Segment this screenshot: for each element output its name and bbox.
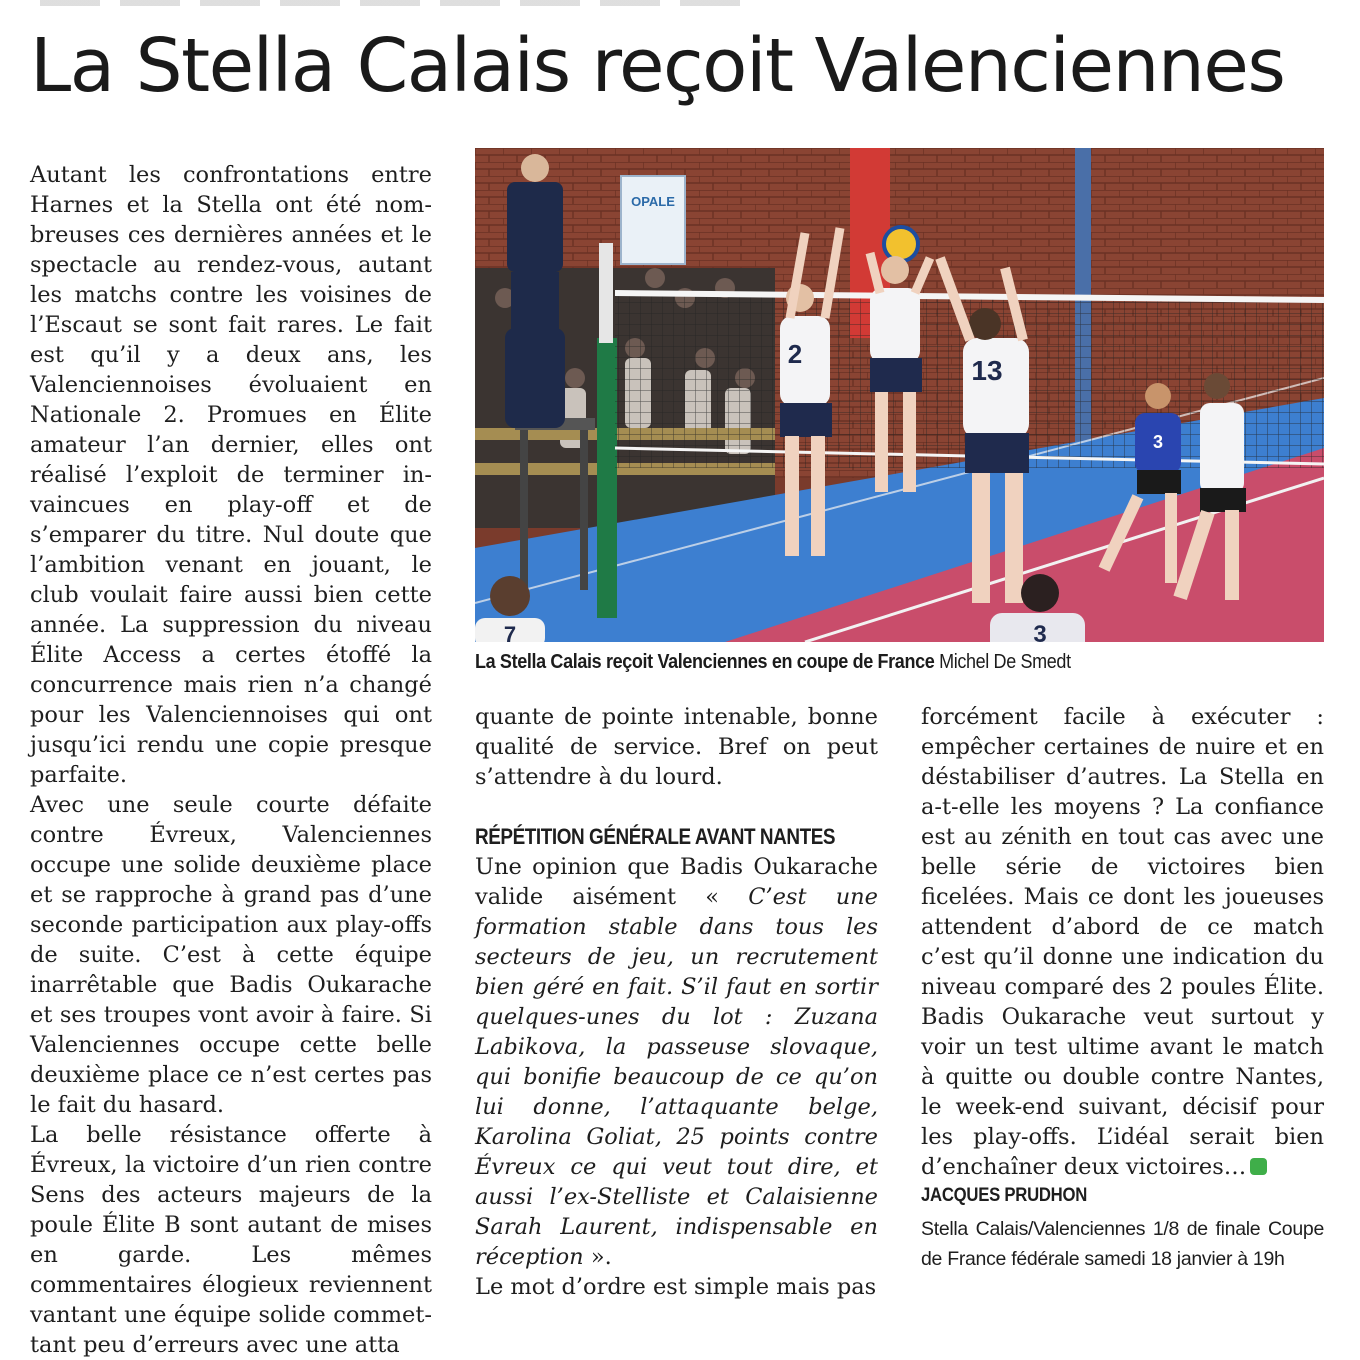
paragraph-5-end: ». <box>583 1244 612 1270</box>
top-section-strip <box>40 0 740 6</box>
paragraph-5 <box>475 852 878 1272</box>
paragraph-1: Autant les confrontations entre Harnes et la Stella ont été nombreuses ces dernières années et le spectacle au rendez-vous, autant les matchs contre les voisines de l’Escaut se sont fait rares. Le fait est qu’il y a deux ans, les Valenciennoises évoluaient en Nationale 2. Promues en Élite amateur l’an dernier, elles ont réalisé l’exploit de terminer invaincues en play-off et de s’emparer du titre. Nul doute que l’ambition venant en jouant, le club voulait faire aussi bien cette année. La suppression du niveau Élite Access a certes étoffé la concurrence mais rien n’a changé pour les Valenciennoises qui ont jusqu’ici rendu une copie presque parfaite. <box>30 162 432 788</box>
section-subheading: RÉPÉTITION GÉNÉRALE AVANT NANTES <box>475 824 836 849</box>
match-info: Stella Calais/Valenciennes 1/8 de finale Coupe de France fédérale samedi 18 janvier à 19h <box>921 1218 1324 1270</box>
paragraph-6: Le mot d’ordre est simple mais pas <box>475 1274 877 1300</box>
coach-quote: C’est une formation stable dans tous les secteurs de jeu, un recrutement bien géré en fait. S’il faut en sortir quelques-unes du lot : Zuzana Labikova, la passeuse slovaque, qui bonifie beaucoup de ce qu’on lui donne, l’attaquante belge, Karolina Goliat, 25 points contre Évreux ce qui veut tout dire, et aussi l’ex-Stelliste et Calaisienne Sarah Laurent, indispensable en réception <box>475 884 878 1270</box>
paragraph-4: quante de pointe intenable, bonne qualité de service. Bref on peut s’attendre à du lourd. <box>475 704 878 790</box>
jersey-number: 3 <box>1152 432 1164 452</box>
caption-text: La Stella Calais reçoit Valenciennes en coupe de France <box>475 651 935 673</box>
paragraph-7-text: forcément facile à exécuter : empêcher certaines de nuire et en déstabiliser d’autres. La Stella en a-t-elle les moyens ? La confiance est au zénith en tout cas avec une belle série de victoires bien ficelées. Mais ce dont les joueuses attendent d’abord de ce match c’est qu’il donne une indication du niveau comparé des 2 poules Élite. Badis Oukarache veut surtout y voir un test ultime avant le match à quitte ou double contre Nantes, le week-end suivant, décisif pour les play-offs. L’idéal serait bien d’enchaîner deux victoires… <box>921 704 1324 1180</box>
banner-text: OPALE <box>631 194 675 209</box>
paragraph-3: La belle résistance offerte à Évreux, la victoire d’un rien contre Sens des acteurs majeurs de la poule Élite B sont autant de mises en garde. Les mêmes commentaires élogieux reviennent vantant une équipe solide commettant peu d’erreurs avec une atta <box>30 1122 432 1358</box>
photo-caption <box>475 648 1239 676</box>
paragraph-5-lead: Une opinion que Badis Oukarache valide aisément « <box>475 854 878 910</box>
author-byline: JACQUES PRUDHON <box>921 1185 1088 1206</box>
paragraph-2: Avec une seule courte défaite contre Évreux, Valenciennes occupe une solide deuxième place et se rapproche à grand pas d’une seconde participation aux play-offs de suite. C’est à cette équipe inarrêtable que Badis Oukarache et ses troupes vont avoir à faire. Si Valenciennes occupe cette belle deuxième place ce n’est certes pas le fait du hasard. <box>30 792 432 1118</box>
paragraph-7 <box>921 702 1324 1182</box>
article-column-3 <box>921 702 1324 1274</box>
volleyball-match-photo <box>475 148 1324 642</box>
end-of-article-mark <box>1250 1158 1267 1175</box>
article-headline: La Stella Calais reçoit Valenciennes <box>30 23 1285 109</box>
jersey-number: 7 <box>503 622 517 642</box>
photo-credit: Michel De Smedt <box>939 651 1071 673</box>
article-column-2 <box>475 702 878 1302</box>
jersey-number: 3 <box>1033 621 1047 642</box>
jersey-number: 13 <box>971 355 1003 386</box>
jersey-number: 2 <box>787 339 803 369</box>
volleyball <box>884 227 918 261</box>
article-column-1 <box>30 160 432 1360</box>
